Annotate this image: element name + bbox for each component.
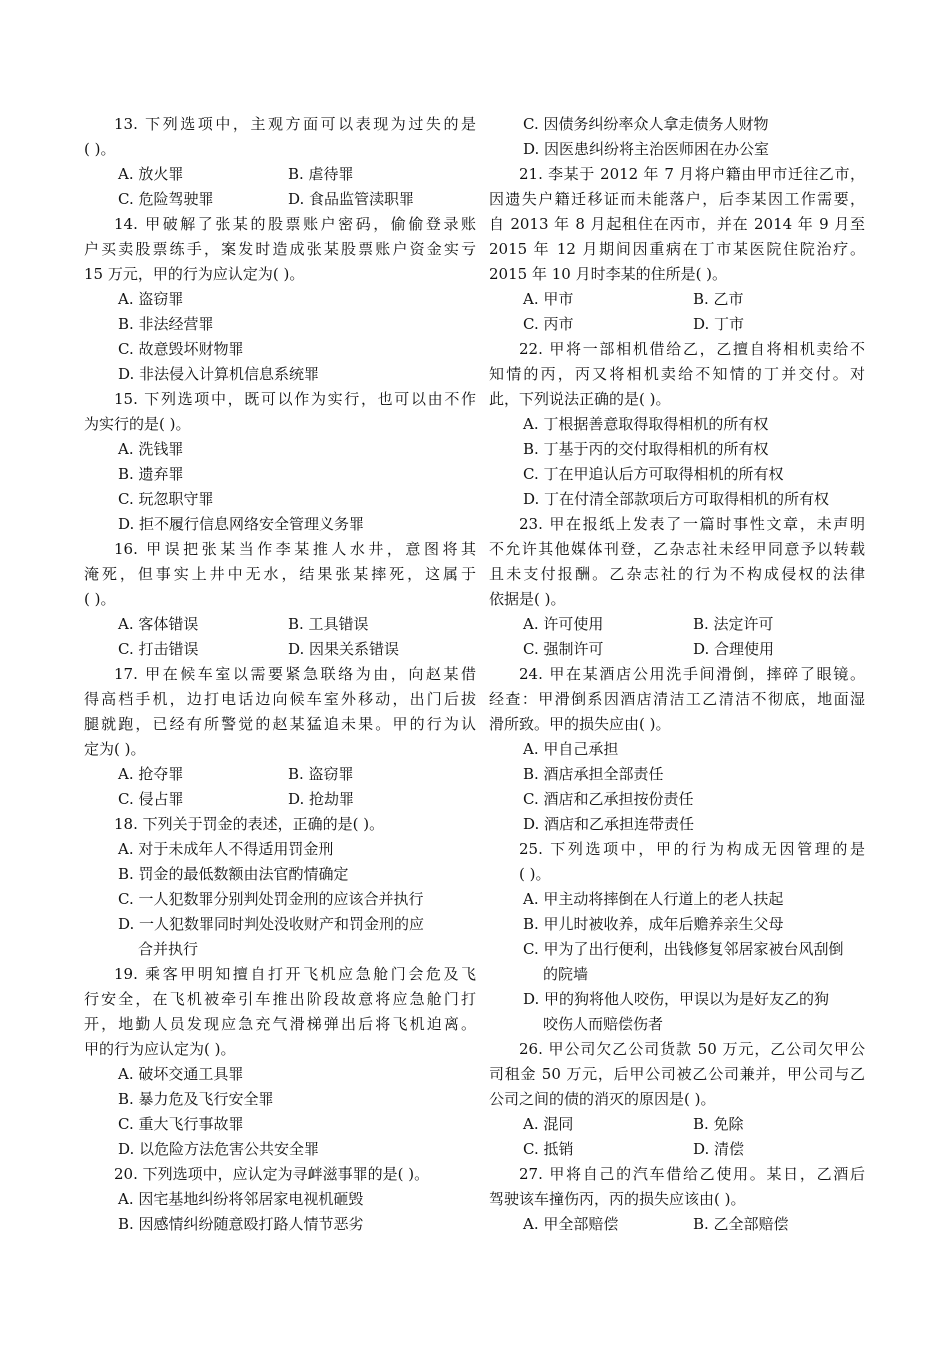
option-b: B. 酒店承担全部责任 [523,765,664,783]
question-16 [84,537,476,662]
question-17 [84,662,476,812]
option-d: D. 因医患纠纷将主治医师困在办公室 [523,140,770,158]
question-stem: 经查：甲滑倒系因酒店清洁工乙清洁不彻底，地面湿 [489,690,865,708]
option-b: B. 遗弃罪 [118,465,184,483]
option-d: D. 非法侵入计算机信息系统罪 [118,365,320,383]
option-b: B. 甲儿时被收养，成年后赡养亲生父母 [523,915,784,933]
option-c: C. 故意毁坏财物罪 [118,340,244,358]
question-stem: ( )。 [84,590,116,608]
question-stem: 驾驶该车撞伤丙，丙的损失应该由( )。 [489,1190,746,1208]
option-b: B. 工具错误 [288,615,369,633]
question-stem: 15 万元，甲的行为应认定为( )。 [84,265,305,283]
option-d-cont-text: 咬伤人而赔偿伤者 [543,1015,664,1033]
option-c: C. 一人犯数罪分别判处罚金刑的应该合并执行 [118,890,424,908]
question-stem: 不允许其他媒体刊登，乙杂志社未经甲同意予以转载 [489,540,865,558]
question-27 [489,1162,865,1237]
question-20 [84,1162,476,1237]
option-a: A. 甲自己承担 [523,740,619,758]
question-stem: 甲的行为应认定为( )。 [84,1040,236,1058]
option-row [84,787,476,812]
option-c: C. 因债务纠纷率众人拿走债务人财物 [523,115,769,133]
option-row [489,612,865,637]
option-row [84,162,476,187]
question-stem: 19. 乘客甲明知擅自打开飞机应急舱门会危及飞 [114,965,476,983]
question-stem: 24. 甲在某酒店公用洗手间滑倒，摔碎了眼镜。 [519,665,865,683]
question-stem: 自 2013 年 8 月起租住在丙市，并在 2014 年 9 月至 [489,215,865,233]
option-b: B. 法定许可 [693,615,774,633]
question-stem: 16. 甲误把张某当作李某推人水井，意图将其 [114,540,476,558]
question-stem: 腿就跑，已经有所警觉的赵某猛追未果。甲的行为认 [84,715,476,733]
question-stem: 行安全，在飞机被牵引车推出阶段故意将应急舱门打 [84,990,476,1008]
question-21 [489,162,865,337]
option-row [489,1137,865,1162]
question-23 [489,512,865,662]
option-d-continuation [84,937,476,962]
option-d: D. 以危险方法危害公共安全罪 [118,1140,320,1158]
option-c: C. 强制许可 [523,640,604,658]
option-d: D. 因果关系错误 [288,640,400,658]
option-d: D. 清偿 [693,1140,745,1158]
question-26 [489,1037,865,1162]
option-row [489,312,865,337]
option-b: B. 暴力危及飞行安全罪 [118,1090,274,1108]
question-18 [84,812,476,962]
option-a: A. 甲主动将摔倒在人行道上的老人扶起 [523,890,784,908]
option-b: B. 盗窃罪 [288,765,354,783]
question-stem: 26. 甲公司欠乙公司货款 50 万元，乙公司欠甲公 [519,1040,865,1058]
option-a: A. 因宅基地纠纷将邻居家电视机砸毁 [118,1190,364,1208]
option-b: B. 丁基于丙的交付取得相机的所有权 [523,440,769,458]
question-stem: 依据是( )。 [489,590,566,608]
option-c-continuation [489,962,865,987]
question-stem: 定为( )。 [84,740,146,758]
option-a: A. 盗窃罪 [118,290,184,308]
question-stem: 14. 甲破解了张某的股票账户密码，偷偷登录账 [114,215,476,233]
question-stem: 18. 下列关于罚金的表述，正确的是( )。 [114,815,385,833]
option-a: A. 混同 [523,1115,574,1133]
option-a: A. 抢夺罪 [118,765,184,783]
option-a: A. 放火罪 [118,165,184,183]
option-d: D. 食品监管渎职罪 [288,190,415,208]
question-stem: 13. 下列选项中，主观方面可以表现为过失的是 [114,115,476,133]
option-c: C. 酒店和乙承担按份责任 [523,790,694,808]
option-a: A. 对于未成年人不得适用罚金刑 [118,840,334,858]
question-stem: 为实行的是( )。 [84,415,191,433]
question-stem: ( )。 [84,140,116,158]
question-14 [84,212,476,387]
question-stem: 因遗失户籍迁移证而未能落户，后李某因工作需要， [489,190,865,208]
option-row [84,612,476,637]
option-d: D. 丁市 [693,315,745,333]
option-d-cont-text: 合并执行 [138,940,199,958]
option-b: B. 免除 [693,1115,744,1133]
option-d: D. 抢劫罪 [288,790,355,808]
option-row [84,187,476,212]
option-a: A. 客体错误 [118,615,199,633]
question-stem: 15. 下列选项中，既可以作为实行，也可以由不作 [114,390,476,408]
question-stem: 22. 甲将一部相机借给乙，乙擅自将相机卖给不 [519,340,865,358]
option-row [489,1112,865,1137]
question-stem: 知情的丙，丙又将相机卖给不知情的丁并交付。对 [489,365,865,383]
question-stem: 开，地勤人员发现应急充气滑梯弹出后将飞机迫离。 [84,1015,476,1033]
question-stem: 淹死，但事实上井中无水，结果张某摔死，这属于 [84,565,476,583]
question-stem: 20. 下列选项中，应认定为寻衅滋事罪的是( )。 [114,1165,430,1183]
question-stem: 滑所致。甲的损失应由( )。 [489,715,671,733]
option-c: C. 抵销 [523,1140,574,1158]
question-22 [489,337,865,512]
option-a: A. 丁根据善意取得取得相机的所有权 [523,415,769,433]
question-stem: 17. 甲在候车室以需要紧急联络为由，向赵某借 [114,665,476,683]
question-stem: 2015 年 12 月期间因重病在丁市某医院住院治疗。 [489,240,865,258]
option-a: A. 破坏交通工具罪 [118,1065,244,1083]
question-stem: 2015 年 10 月时李某的住所是( )。 [489,265,728,283]
option-a: A. 甲市 [523,290,574,308]
question-15 [84,387,476,537]
option-d: D. 合理使用 [693,640,775,658]
question-stem: 此，下列说法正确的是( )。 [489,390,671,408]
option-b: B. 虐待罪 [288,165,354,183]
option-c-cont-text: 的院墙 [543,965,589,983]
option-row [84,637,476,662]
option-d-continuation [489,1012,865,1037]
question-stem: 25. 下列选项中，甲的行为构成无因管理的是 [519,840,865,858]
question-stem: 27. 甲将自己的汽车借给乙使用。某日，乙酒后 [519,1165,865,1183]
option-c: C. 丁在甲追认后方可取得相机的所有权 [523,465,784,483]
question-25 [489,837,865,1037]
option-row [489,1212,865,1237]
option-b: B. 罚金的最低数额由法官酌情确定 [118,865,349,883]
option-b: B. 乙市 [693,290,744,308]
left-column [84,112,476,1237]
question-20-continued [489,112,865,162]
option-row [489,637,865,662]
option-c: C. 重大飞行事故罪 [118,1115,244,1133]
question-stem: 得高档手机，边打电话边向候车室外移动，出门后拔 [84,690,476,708]
option-c: C. 丙市 [523,315,574,333]
option-d: D. 拒不履行信息网络安全管理义务罪 [118,515,365,533]
question-stem: 且未支付报酬。乙杂志社的行为不构成侵权的法律 [489,565,865,583]
option-d: D. 丁在付清全部款项后方可取得相机的所有权 [523,490,830,508]
option-b: B. 乙全部赔偿 [693,1215,789,1233]
option-a: A. 许可使用 [523,615,604,633]
question-stem: 21. 李某于 2012 年 7 月将户籍由甲市迁往乙市， [519,165,865,183]
option-row [489,287,865,312]
question-stem: ( )。 [519,865,551,883]
question-stem: 公司之间的债的消灭的原因是( )。 [489,1090,716,1108]
option-c: C. 甲为了出行便利，出钱修复邻居家被台风刮倒 [523,940,844,958]
question-13 [84,112,476,212]
question-stem: 23. 甲在报纸上发表了一篇时事性文章，未声明 [519,515,865,533]
option-c: C. 危险驾驶罪 [118,190,214,208]
question-19 [84,962,476,1162]
option-d: D. 酒店和乙承担连带责任 [523,815,695,833]
option-b: B. 因感情纠纷随意殴打路人情节恶劣 [118,1215,364,1233]
option-row [84,762,476,787]
option-d: D. 一人犯数罪同时判处没收财产和罚金刑的应 [118,915,425,933]
option-a: A. 洗钱罪 [118,440,184,458]
option-c: C. 打击错误 [118,640,199,658]
question-24 [489,662,865,837]
question-stem: 司租金 50 万元，后甲公司被乙公司兼并，甲公司与乙 [489,1065,865,1083]
right-column [489,112,865,1237]
question-stem: 户买卖股票练手，案发时造成张某股票账户资金实亏 [84,240,476,258]
option-a: A. 甲全部赔偿 [523,1215,619,1233]
option-c: C. 玩忽职守罪 [118,490,214,508]
option-d: D. 甲的狗将他人咬伤，甲误以为是好友乙的狗 [523,990,830,1008]
option-c: C. 侵占罪 [118,790,184,808]
option-b: B. 非法经营罪 [118,315,214,333]
